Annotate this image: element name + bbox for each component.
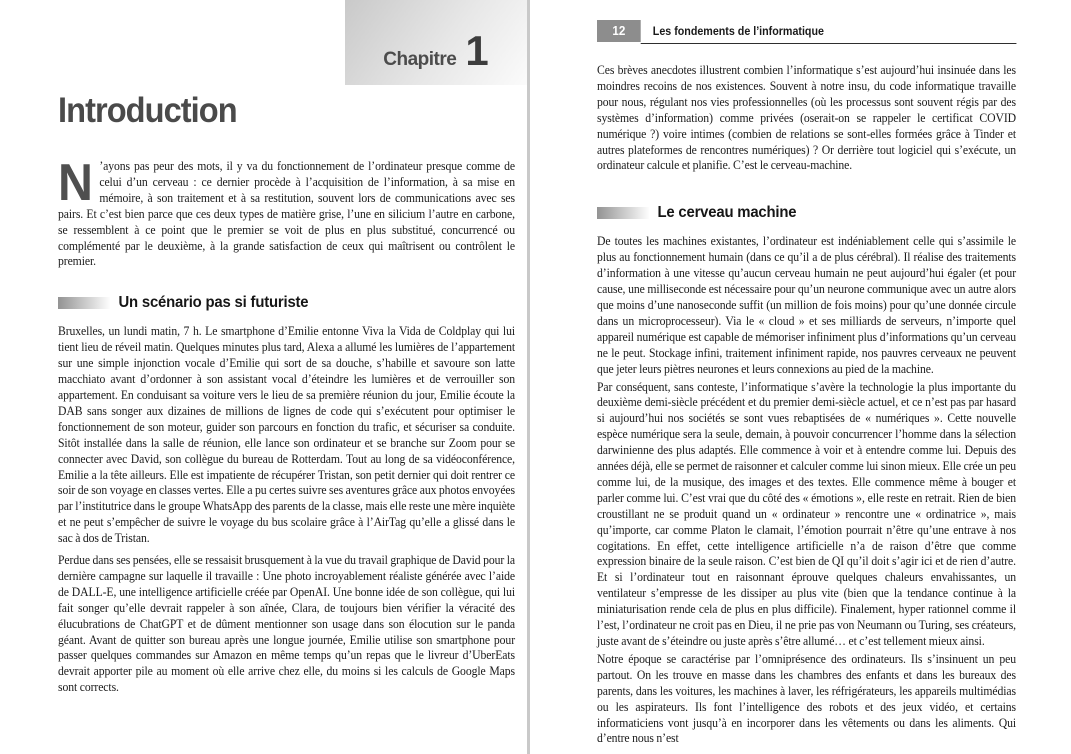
running-header-title: Les fondements de l’informatique (652, 25, 824, 38)
chapter-title: Introduction (58, 91, 237, 130)
intro-paragraph-text: ’ayons pas peur des mots, il y va du fonctionnement de l’ordinateur presque comme de celui d’un cerveau : ce dernier procède à l’acquisition de l’information, à sa mise en mémoire, à son traitement et à sa restitution, souvent lors de communications avec ses pairs. Et c’est bien parce que ces deux types de matière grise, l’une en silicium l’autre en carbone, se ressemblent à ce point que le premier se voit de plus en plus substitué, concurrencé ou complémenté par le deuxième, à la grande satisfaction de ceux qui maîtrisent ou contrôlent le premier. (58, 159, 516, 269)
chapter-number: 1 (465, 27, 489, 74)
left-page (0, 0, 527, 754)
body-paragraph: Notre époque se caractérise par l’omniprésence des ordinateurs. Ils s’insinuent un peu partout. On les trouve en masse dans les chambres des enfants et dans les bureaux des parents, dans les voitures, les machines à laver, les réfrigérateurs, les appareils multimédias ou les aspirateurs. Ils font l’intelligence des robots et des jeux vidéo, et certains informaticiens vont jusqu’à en incorporer dans les vêtements ou dans les aliments. Qui d’entre nous n’est (597, 651, 1017, 746)
chapter-label: Chapitre (383, 49, 457, 70)
left-page-content (58, 93, 515, 696)
section-heading-scenario (58, 294, 515, 312)
running-header (597, 20, 1016, 44)
chapter-header-box (345, 0, 527, 85)
section-heading-text: Le cerveau machine (657, 204, 797, 222)
intro-paragraph (58, 154, 516, 270)
body-paragraph: Bruxelles, un lundi matin, 7 h. Le smartphone d’Emilie entonne Viva la Vida de Coldplay qui lui tient lieu de réveil matin. Quelques minutes plus tard, Alexa a allumé les lumières de l’appartement sur une simple injonction vocale d’Emilie qui sort de sa douche, s’habille et savoure son latte macchiato avant d’ordonner à son assistant vocal d’éteindre les lumières et de verrouiller son appartement. En conduisant sa voiture vers le lieu de sa première réunion du jour, Emilie écoute la DAB sans songer aux dizaines de millions de lignes de code qui s’exécutent pour optimiser le fonctionnement de son moteur, guider son parcours en fonction du trafic, et sécuriser sa conduite. Sitôt installée dans la salle de réunion, elle lance son ordinateur et se branche sur Zoom pour se connecter avec David, son collègue du bureau de Rotterdam. Tout au long de sa vidéoconférence, Emilie a la tête ailleurs. Elle est impatiente de récupérer Tristan, son petit dernier qui doit rentrer ce soir de son voyage en classes vertes. Elle a pu certes suivre ses aventures grâce aux photos envoyées par l’institutrice dans le groupe WhatsApp des parents de la classe, mais elle reste une mère inquiète et ne peut s’empêcher de suivre le voyage du bus scolaire grâce à l’AirTag qu’elle a glissé dans le sac à dos de Tristan. (58, 324, 516, 546)
section-heading-text: Un scénario pas si futuriste (118, 294, 309, 312)
right-page-content (597, 20, 1016, 747)
page-number-badge: 12 (597, 20, 641, 42)
body-paragraph: De toutes les machines existantes, l’ordinateur est indéniablement celle qui s’assimile le plus au fonctionnement humain (dans ce qu’il a de plus cérébral). Il réalise des traitements d’information à une vitesse qu’aucun cerveau humain ne peut aujourd’hui égaler (et pour cause, une milliseconde est nécessaire pour qu’un neurone communique avec un autre alors que moins d’une nanoseconde suffit (un million de fois moins) pour qu’une donnée circule dans un microprocesseur). Via le « cloud » et ses milliards de serveurs, n’importe quel appareil numérique est capable de mémoriser infiniment plus d’informations qu’un cerveau ne le peut. Stockage infini, traitement infiniment rapide, nos pauvres cerveaux ne peuvent que jeter leurs piètres neurones et leurs connexions au pied de la machine. (597, 234, 1017, 376)
body-paragraph: Ces brèves anecdotes illustrent combien l’informatique s’est aujourd’hui insinuée dans les moindres recoins de nos existences. Souvent à notre insu, du code informatique travaille pour nous, régulant nos vies professionnelles (où les processus sont souvent régis par des systèmes d’information) comme privées (oserait-on se rappeler le certificat COVID numérique ?) voire intimes (combien de relations se sont-elles formées grâce à Tinder et autres plateformes de rencontres numériques) ? Or derrière tout logiciel qui s’exécute, un ordinateur calcule et planifie. C’est le cerveau-machine. (597, 63, 1017, 173)
dropcap-letter: N (58, 154, 93, 212)
running-header-rule (641, 20, 1016, 44)
body-paragraph: Par conséquent, sans conteste, l’informatique s’avère la technologie la plus importante du deuxième demi-siècle précédent et du premier demi-siècle actuel, et ce n’est pas par hasard si aujourd’hui nos sociétés se sont vues rebaptisées de « numériques ». Cette nouvelle espèce numérique sera la seule, demain, à pouvoir concurrencer l’homme dans la sélection darwinienne des plus adaptés. Elle commence à voir et à entendre comme lui. Depuis des années déjà, elle se permet de raisonner et calculer comme lui sinon mieux. Elle crée un peu comme lui, de la musique, des images et des textes. Elle commence même à bouger et parler comme lui. C’est vrai que du côté des « émotions », elle reste en retrait. Rien de bien croustillant ne se produit quand un « ordinateur » rencontre une « ordinatrice », mais qu’importe, car comme Platon le clamait, l’émotion pourrait n’être qu’une entrave à nos cogitations. En effet, cette intelligence artificielle n’a de raison d’être que comme expression binaire de la seule raison. C’est bien de QI qu’il doit s’agir ici et de rien d’autre. Et si l’ordinateur tout en raisonnant éprouve quelques chaleurs envahissantes, un ventilateur s’empresse de les dissiper au plus vite (bien que la tendance continue à la miniaturisation rende cela de plus en plus difficile). Finalement, hyper rationnel comme il l’est, l’ordinateur ne croit pas en Dieu, il ne prie pas von Neumann ou Turing, ses créateurs, juste avant de s’éteindre ou juste après s’être allumé… et c’est tellement mieux ainsi. (597, 379, 1017, 648)
right-page (530, 0, 1071, 754)
heading-gradient-bar (597, 207, 649, 219)
body-paragraph: Perdue dans ses pensées, elle se ressaisit brusquement à la vue du travail graphique de David pour la dernière campagne sur laquelle il travaille : Une photo incroyablement réaliste générée avec l’aide de DALL-E, une intelligence artificielle créée par OpenAI. Une bonne idée de son collègue, qui lui fait songer qu’elle devrait rappeler à son aînée, Clara, de toujours bien vérifier la véracité des élucubrations de ChatGPT et de dûment mentionner son usage dans son élocution sur le panda géant. Avant de quitter son bureau après une longue journée, Emilie utilise son smartphone pour passer quelques commandes sur Amazon en même temps qu’un repas que le livreur d’UberEats devrait apporter pile au moment où elle arrive chez elle, du moins si les calculs de Google Maps sont corrects. (58, 553, 516, 695)
section-heading-cerveau (597, 204, 1016, 222)
heading-gradient-bar (58, 297, 110, 309)
